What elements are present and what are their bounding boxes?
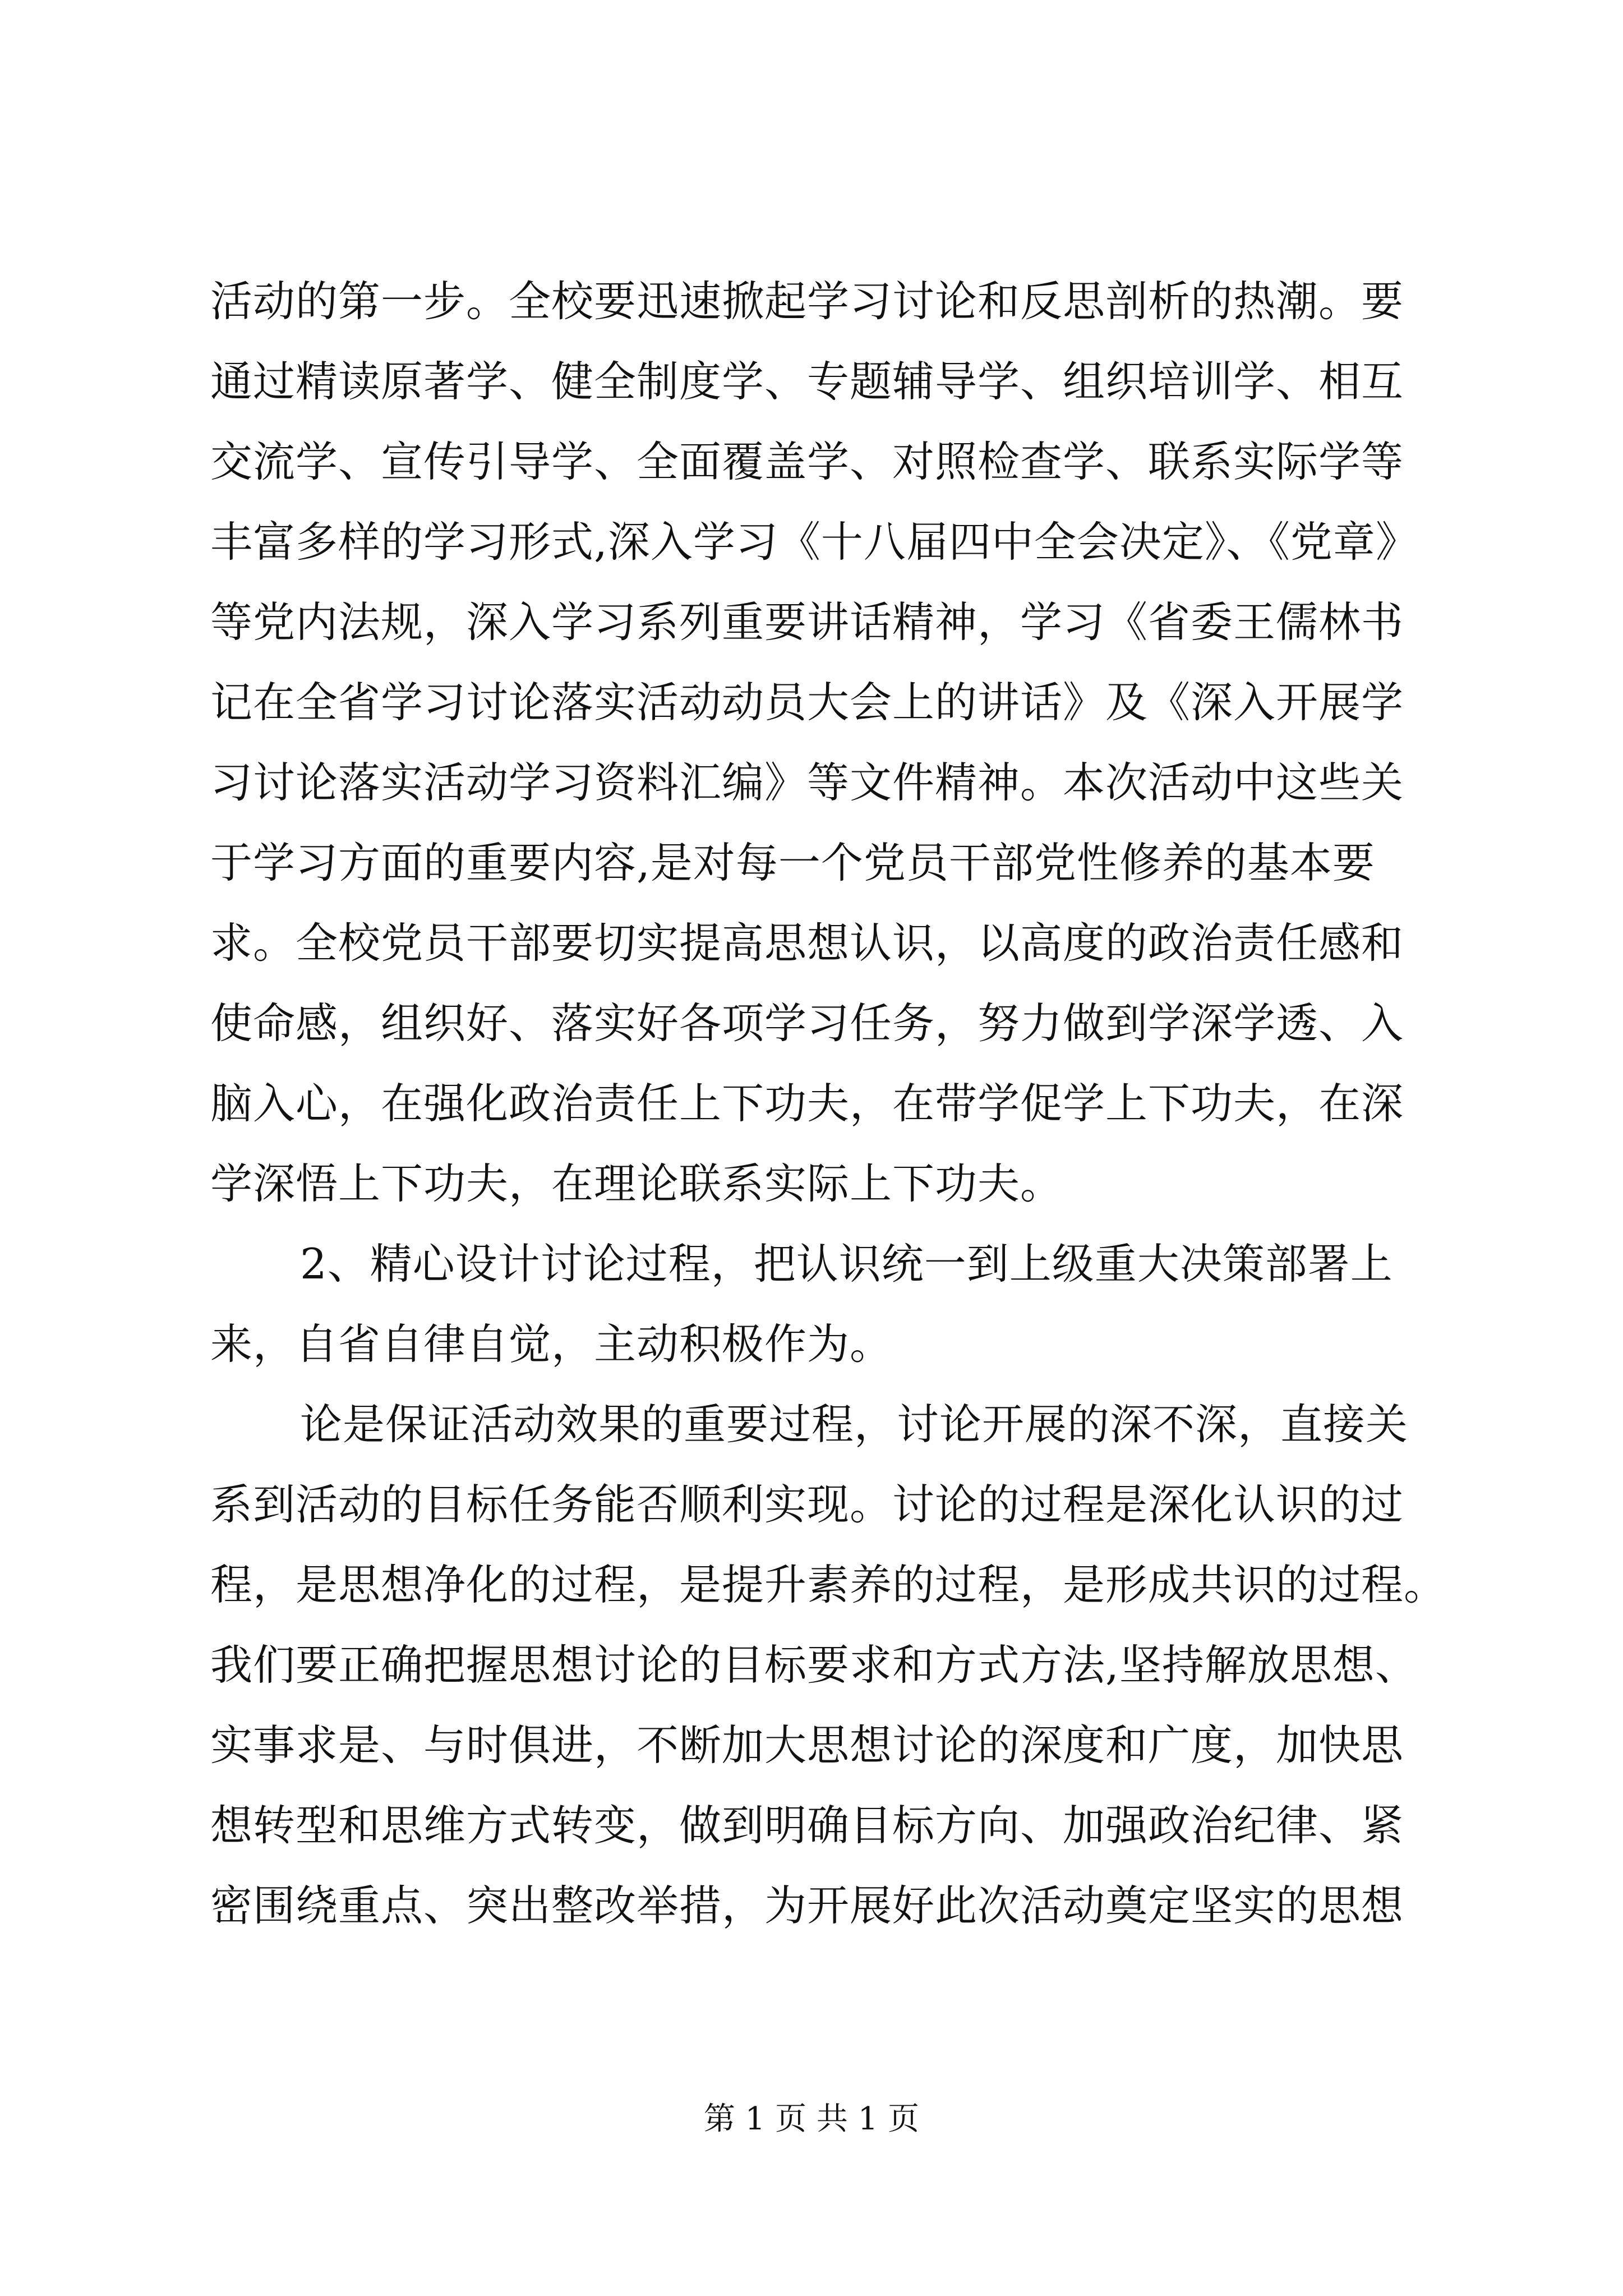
paragraph-line-1: 论是保证活动效果的重要过程，讨论开展的深不深，直接关	[300, 1400, 1409, 1449]
text-line-12: 学深悟上下功夫，在理论联系实际上下功夫。	[210, 1159, 1063, 1208]
text-line-8: 于学习方面的重要内容,是对每一个党员干部党性修养的基本要	[210, 838, 1375, 887]
section-heading-line-2: 来，自省自律自觉，主动积极作为。	[210, 1319, 893, 1369]
text-line-1: 活动的第一步。全校要迅速掀起学习讨论和反思剖析的热潮。要	[210, 277, 1404, 326]
text-line-10: 使命感，组织好、落实好各项学习任务，努力做到学深学透、入	[210, 999, 1404, 1048]
text-line-9: 求。全校党员干部要切实提高思想认识，以高度的政治责任感和	[210, 918, 1404, 968]
page-footer: 第 1 页 共 1 页	[703, 2101, 920, 2137]
text-line-2: 通过精读原著学、健全制度学、专题辅导学、组织培训学、相互	[210, 357, 1404, 406]
text-line-7: 习讨论落实活动学习资料汇编》等文件精神。本次活动中这些关	[210, 758, 1404, 807]
paragraph-line-7: 密围绕重点、突出整改举措，为开展好此次活动奠定坚实的思想	[210, 1881, 1404, 1930]
text-line-4: 丰富多样的学习形式,深入学习《十八届四中全会决定》、《党章》	[210, 517, 1418, 567]
text-line-6: 记在全省学习讨论落实活动动员大会上的讲话》及《深入开展学	[210, 678, 1404, 727]
text-line-5: 等党内法规，深入学习系列重要讲话精神，学习《省委王儒林书	[210, 597, 1404, 647]
text-line-11: 脑入心，在强化政治责任上下功夫，在带学促学上下功夫，在深	[210, 1079, 1404, 1128]
section-heading-line-1: 2、精心设计讨论过程，把认识统一到上级重大决策部署上	[300, 1239, 1393, 1289]
paragraph-line-3: 程，是思想净化的过程，是提升素养的过程，是形成共识的过程。	[210, 1560, 1447, 1609]
paragraph-line-5: 实事求是、与时俱进，不断加大思想讨论的深度和广度，加快思	[210, 1720, 1404, 1770]
paragraph-line-2: 系到活动的目标任务能否顺利实现。讨论的过程是深化认识的过	[210, 1480, 1404, 1529]
text-line-3: 交流学、宣传引导学、全面覆盖学、对照检查学、联系实际学等	[210, 437, 1404, 486]
paragraph-line-6: 想转型和思维方式转变，做到明确目标方向、加强政治纪律、紧	[210, 1801, 1404, 1850]
paragraph-line-4: 我们要正确把握思想讨论的目标要求和方式方法,坚持解放思想、	[210, 1640, 1418, 1690]
